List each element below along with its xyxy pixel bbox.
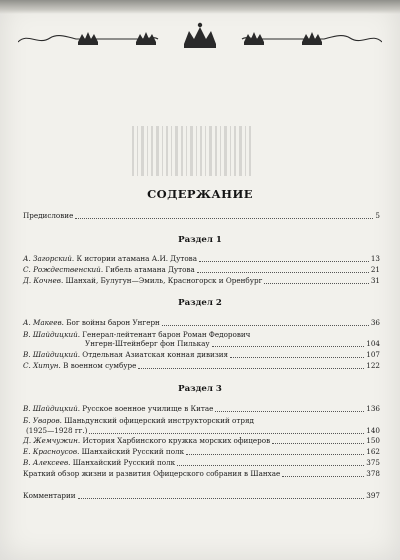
toc-author: С. Рождественский [23,265,101,274]
page-edge-shadow [0,0,400,14]
crown-ornament-icon [18,22,382,50]
toc-row: В. Алексеев. Шанхайский Русский полк 375 [23,458,380,467]
toc-page: 36 [370,318,380,327]
toc-page: 104 [366,339,380,348]
dot-leader [215,411,364,412]
toc-page: 21 [370,265,380,274]
toc-title: Шанхайский Русский полк [72,458,176,467]
toc-page: 13 [370,254,380,263]
toc-row: С. Рождественский. Гибель атамана Дутова 21 [23,265,380,274]
toc-row-continuation [23,427,380,436]
dot-leader [282,476,364,477]
bleed-through-barcode [128,118,258,188]
toc-author: С. Хитун [23,361,59,370]
toc-row: С. Хитун. В военном сумбуре 122 [23,361,380,370]
toc-page: 107 [366,350,380,359]
dot-leader [212,346,365,347]
dot-leader [89,433,364,434]
toc-page: 31 [370,276,380,285]
dot-leader [138,368,364,369]
toc-author: А. Загорский [23,254,72,263]
toc-row [23,470,380,479]
toc-title: Краткий обзор жизни и развития Офицерского собрания в Шанхае [23,469,281,478]
dot-leader [199,261,369,262]
toc-title: Русское военное училище в Китае [82,404,214,413]
toc-row: Е. Красноусов. Шанхайский Русский полк 162 [23,447,380,456]
dot-leader [162,325,369,326]
dot-leader [264,283,369,284]
toc-title-continuation: (1925—1928 гг.) [26,426,88,435]
toc-row: А. Загорский. К истории атамана А.И. Дутова 13 [23,254,380,263]
dot-leader [75,218,373,219]
toc-row: В. Шайдицкий. Русское военное училище в Китае 136 [23,404,380,413]
toc-row: Б. Уваров. Шаньдунский офицерский инструкторский отряд [23,416,254,425]
toc-author: Б. Уваров [23,416,60,425]
toc-author: Е. Красноусов [23,447,78,456]
toc-row-continuation [23,340,380,349]
toc-row: А. Макеев. Бог войны барон Унгерн 36 [23,318,380,327]
toc-page: 136 [366,404,380,413]
toc-author: В. Алексеев [23,458,69,467]
section-heading: Раздел 2 [178,298,222,308]
dot-leader [197,272,369,273]
dot-leader [230,357,364,358]
toc-title: Бог войны барон Унгерн [66,318,160,327]
toc-row: Д. Кочнев. Шанхай, Булугун—Эмиль, Красногорск и Оренбург 31 [23,276,380,285]
dot-leader [272,443,364,444]
toc-row-comments [23,492,380,501]
toc-page: 122 [366,361,380,370]
toc-title: История Харбинского кружка морских офицеров [82,436,271,445]
toc-page: 5 [375,211,380,220]
toc-author: В. Шайдицкий [23,330,78,339]
toc-row-preface [23,212,380,221]
dot-leader [78,498,365,499]
toc-author: В. Шайдицкий [23,350,78,359]
toc-page: 150 [366,436,380,445]
toc-title-continuation: Унгерн-Штейнберг фон Пилькау [85,339,210,348]
toc-page: 162 [366,447,380,456]
dot-leader [177,465,364,466]
toc-page: 140 [366,426,380,435]
page-title: СОДЕРЖАНИЕ [147,187,253,201]
toc-title: Шаньдунский офицерский инструкторский отряд [64,416,254,425]
toc-author: Д. Кочнев [23,276,61,285]
toc-title: Отдельная Азиатская конная дивизия [82,350,229,359]
toc-title: Гибель атамана Дутова [105,265,195,274]
toc-page: 378 [366,469,380,478]
toc-page: 375 [366,458,380,467]
section-heading: Раздел 3 [178,384,222,394]
toc-title: Комментарии [23,491,76,500]
toc-author: В. Шайдицкий [23,404,78,413]
toc-title: Шанхай, Булугун—Эмиль, Красногорск и Оренбург [65,276,263,285]
toc-author: Д. Жемчужин [23,436,78,445]
toc-author: А. Макеев [23,318,62,327]
toc-row: Д. Жемчужин. История Харбинского кружка морских офицеров 150 [23,436,380,445]
toc-title: К истории атамана А.И. Дутова [76,254,197,263]
section-heading: Раздел 1 [178,235,222,245]
toc-row: В. Шайдицкий. Отдельная Азиатская конная дивизия 107 [23,350,380,359]
toc-row: В. Шайдицкий. Генерал-лейтенант барон Роман Федорович [23,330,251,339]
dot-leader [186,454,364,455]
toc-title: Генерал-лейтенант барон Роман Федорович [82,330,251,339]
toc-title: Шанхайский Русский полк [81,447,185,456]
toc-title: В военном сумбуре [63,361,137,370]
toc-page: 397 [366,491,380,500]
toc-title: Предисловие [23,211,74,220]
